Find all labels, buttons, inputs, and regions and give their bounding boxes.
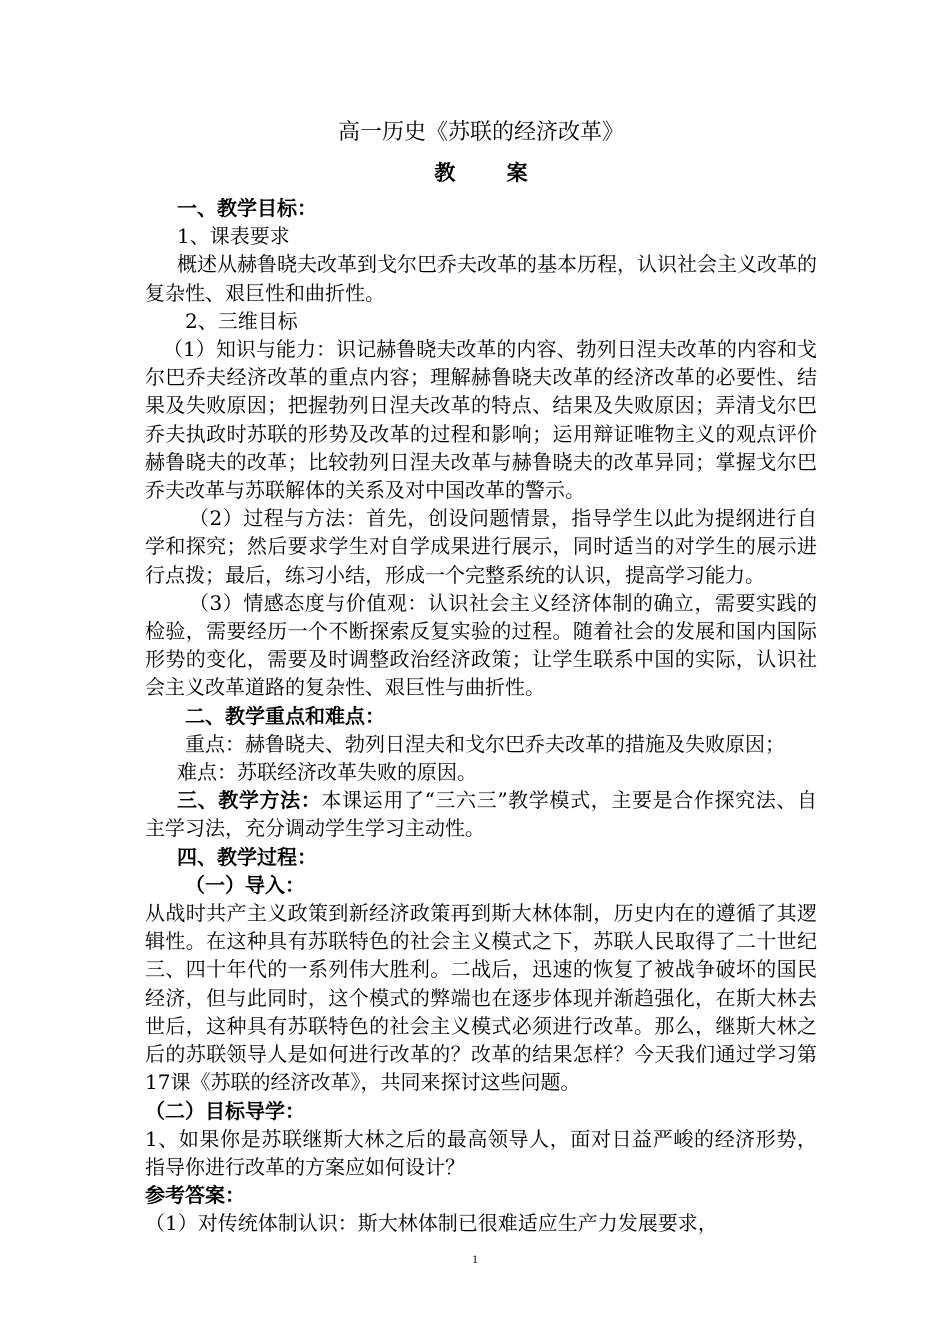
paragraph-question-1: 1、如果你是苏联继斯大林之后的最高领导人，面对日益严峻的经济形势，指导你进行改革的方案应如何设计？ [145, 1126, 817, 1179]
paragraph-teaching-method [145, 786, 817, 842]
paragraph-knowledge-ability: （1）知识与能力：识记赫鲁晓夫改革的内容、勃列日涅夫改革的内容和戈尔巴乔夫经济改革的重点内容；理解赫鲁晓夫改革的经济改革的必要性、结果及失败原因；把握勃列日涅夫改革的特点、结果及失败原因；弄清戈尔巴乔夫执政时苏联的形势及改革的过程和影响；运用辩证唯物主义的观点评价赫鲁晓夫的改革；比较勃列日涅夫改革与赫鲁晓夫的改革异同；掌握戈尔巴乔夫改革与苏联解体的关系及对中国改革的警示。 [145, 337, 817, 503]
paragraph-curriculum: 概述从赫鲁晓夫改革到戈尔巴乔夫改革的基本历程，认识社会主义改革的复杂性、艰巨性和曲折性。 [145, 252, 817, 305]
heading-reference-answer: 参考答案： [145, 1183, 245, 1208]
page-number: 1 [472, 1252, 478, 1266]
document-title: 高一历史《苏联的经济改革》 [337, 120, 624, 145]
document-body [145, 118, 817, 1238]
subheading-curriculum: 1、课表要求 [177, 224, 290, 249]
section-heading-objectives: 一、教学目标： [177, 196, 317, 220]
paragraph-answer-1: （1）对传统体制认识：斯大林体制已很难适应生产力发展要求， [145, 1211, 718, 1236]
method-text: 本课运用了“三六三”教学模式，主要是合作探究法、自主学习法，充分调动学生学习主动性。 [145, 788, 818, 841]
paragraph-process-method: （2）过程与方法：首先，创设问题情景，指导学生以此为提纲进行自学和探究；然后要求学生对自学成果进行展示，同时适当的对学生的展示进行点拨；最后，练习小结，形成一个完整系统的认识，提高学习能力。 [145, 506, 817, 587]
section-heading-method: 三、教学方法： [177, 788, 322, 813]
document-subtitle: 教 案 [434, 160, 550, 185]
section-heading-key-points: 二、教学重点和难点： [185, 703, 385, 728]
paragraph-intro: 从战时共产主义政策到新经济政策再到斯大林体制，历史内在的遵循了其逻辑性。在这种具有苏联特色的社会主义模式之下，苏联人民取得了二十世纪三、四十年代的一系列伟大胜利。二战后，迅速的恢复了被战争破坏的国民经济，但与此同时，这个模式的弊端也在逐步体现并渐趋强化，在斯大林去世后，这种具有苏联特色的社会主义模式必须进行改革。那么，继斯大林之后的苏联领导人是如何进行改革的？改革的结果怎样？今天我们通过学习第17课《苏联的经济改革》，共同来探讨这些问题。 [145, 901, 817, 1095]
subheading-target-guide: （二）目标导学： [145, 1098, 305, 1123]
subheading-three-goals: 2、三维目标 [185, 308, 298, 333]
subheading-intro: （一）导入： [185, 872, 305, 897]
paragraph-difficulty: 难点：苏联经济改革失败的原因。 [177, 760, 477, 785]
paragraph-key-point: 重点：赫鲁晓夫、勃列日涅夫和戈尔巴乔夫改革的措施及失败原因； [185, 731, 785, 756]
paragraph-emotion-values: （3）情感态度与价值观：认识社会主义经济体制的确立，需要实践的检验，需要经历一个不断探索反复实验的过程。随着社会的发展和国内国际形势的变化，需要及时调整政治经济政策；让学生联系中国的实际，认识社会主义改革道路的复杂性、艰巨性与曲折性。 [145, 590, 817, 700]
section-heading-process: 四、教学过程： [177, 844, 317, 869]
